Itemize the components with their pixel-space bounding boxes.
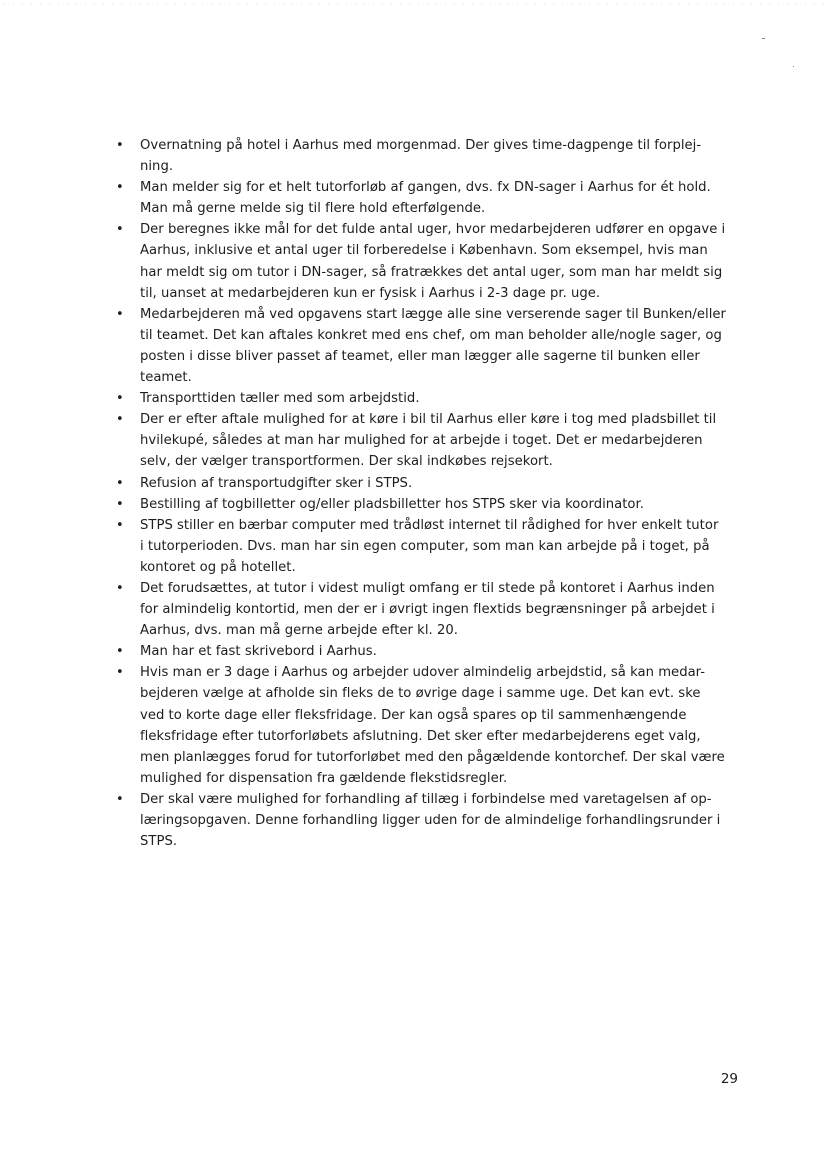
bullet-item: [116, 494, 738, 515]
bullet-icon: •: [116, 138, 124, 153]
bullet-line: kontoret og på hotellet.: [140, 559, 296, 575]
bullet-item: [116, 219, 738, 303]
bullet-item: [116, 662, 738, 789]
bullet-line: bejderen vælge at afholde sin fleks de to øvrige dage i samme uge. Det kan evt. ske: [140, 686, 701, 702]
bullet-line: Man melder sig for et helt tutorforløb af gangen, dvs. fx DN-sager i Aarhus for ét hold.: [140, 180, 711, 196]
bullet-icon: •: [116, 180, 124, 196]
bullet-icon: •: [116, 580, 124, 596]
bullet-line: Medarbejderen må ved opgavens start lægge alle sine verserende sager til Bunken/eller: [140, 306, 726, 322]
bullet-line: i tutorperioden. Dvs. man har sin egen computer, som man kan arbejde på i toget, på: [140, 538, 710, 554]
bullet-line: mulighed for dispensation fra gældende flekstidsregler.: [140, 770, 508, 786]
bullet-line: Man må gerne melde sig til flere hold efterfølgende.: [140, 201, 486, 217]
bullet-line: men planlægges forud for tutorforløbet med den pågældende kontorchef. Der skal være: [140, 749, 725, 765]
bullet-line: posten i disse bliver passet af teamet, eller man lægger alle sagerne til bunken eller: [140, 348, 700, 364]
bullet-item: [116, 177, 738, 219]
bullet-icon: •: [116, 517, 124, 533]
bullet-item: [116, 409, 738, 472]
bullet-line: læringsopgaven. Denne forhandling ligger uden for de almindelige forhandlingsrunder i: [140, 813, 721, 828]
bullet-item: [116, 135, 738, 177]
scan-speck: [793, 66, 794, 67]
bullet-line: STPS.: [140, 834, 178, 850]
bullet-line: fleksfridage efter tutorforløbets afslutning. Det sker efter medarbejderens eget valg,: [140, 728, 701, 744]
bullet-item: [116, 473, 738, 494]
bullet-line: Man har et fast skrivebord i Aarhus.: [140, 644, 377, 660]
bullet-line: ning.: [140, 159, 174, 175]
bullet-list: [116, 135, 738, 852]
bullet-line: Aarhus, inklusive et antal uger til forberedelse i København. Som eksempel, hvis man: [140, 243, 708, 259]
bullet-line: har meldt sig om tutor i DN-sager, så fratrækkes det antal uger, som man har meldt sig: [140, 264, 723, 280]
bullet-line: Aarhus, dvs. man må gerne arbejde efter kl. 20.: [140, 623, 458, 639]
bullet-line: Det forudsættes, at tutor i videst muligt omfang er til stede på kontoret i Aarhus inden: [140, 580, 715, 596]
bullet-line: teamet.: [140, 370, 192, 386]
scan-speck: [762, 38, 765, 39]
page-number: 29: [720, 1071, 738, 1087]
bullet-item: [116, 388, 738, 409]
bullet-item: [116, 304, 738, 388]
bullet-icon: •: [116, 791, 124, 807]
bullet-line: hvilekupé, således at man har mulighed for at arbejde i toget. Det er medarbejderen: [140, 433, 703, 449]
bullet-icon: •: [116, 412, 124, 428]
bullet-icon: •: [116, 475, 124, 491]
bullet-line: Hvis man er 3 dage i Aarhus og arbejder udover almindelig arbejdstid, så kan medar-: [140, 665, 706, 681]
bullet-line: STPS stiller en bærbar computer med trådløst internet til rådighed for hver enkelt tutor: [140, 517, 719, 533]
bullet-icon: •: [116, 644, 124, 660]
bullet-line: til teamet. Det kan aftales konkret med ens chef, om man beholder alle/nogle sager, og: [140, 327, 722, 343]
bullet-line: Refusion af transportudgifter sker i STPS.: [140, 475, 413, 491]
bullet-line: Der beregnes ikke mål for det fulde antal uger, hvor medarbejderen udfører en opgave i: [140, 222, 726, 238]
scan-edge-dots: [0, 0, 827, 8]
bullet-icon: •: [116, 306, 124, 322]
bullet-line: Overnatning på hotel i Aarhus med morgenmad. Der gives time-dagpenge til forplej-: [140, 138, 702, 153]
bullet-line: selv, der vælger transportformen. Der skal indkøbes rejsekort.: [140, 454, 553, 470]
bullet-item: [116, 641, 738, 662]
bullet-line: Der skal være mulighed for forhandling af tillæg i forbindelse med varetagelsen af op-: [140, 791, 712, 807]
bullet-icon: •: [116, 665, 124, 681]
bullet-item: [116, 578, 738, 641]
bullet-icon: •: [116, 222, 124, 238]
bullet-icon: •: [116, 391, 124, 407]
bullet-icon: •: [116, 496, 124, 512]
bullet-line: ved to korte dage eller fleksfridage. Der kan også spares op til sammenhængende: [140, 707, 687, 723]
bullet-line: Bestilling af togbilletter og/eller pladsbilletter hos STPS sker via koordinator.: [140, 496, 644, 512]
bullet-line: Der er efter aftale mulighed for at køre i bil til Aarhus eller køre i tog med pladsbillet til: [140, 412, 717, 428]
bullet-line: Transporttiden tæller med som arbejdstid.: [140, 391, 420, 407]
bullet-line: til, uanset at medarbejderen kun er fysisk i Aarhus i 2-3 dage pr. uge.: [140, 285, 601, 301]
bullet-item: [116, 515, 738, 578]
bullet-item: [116, 789, 738, 852]
bullet-line: for almindelig kontortid, men der er i øvrigt ingen flextids begrænsninger på arbejdet i: [140, 602, 715, 618]
